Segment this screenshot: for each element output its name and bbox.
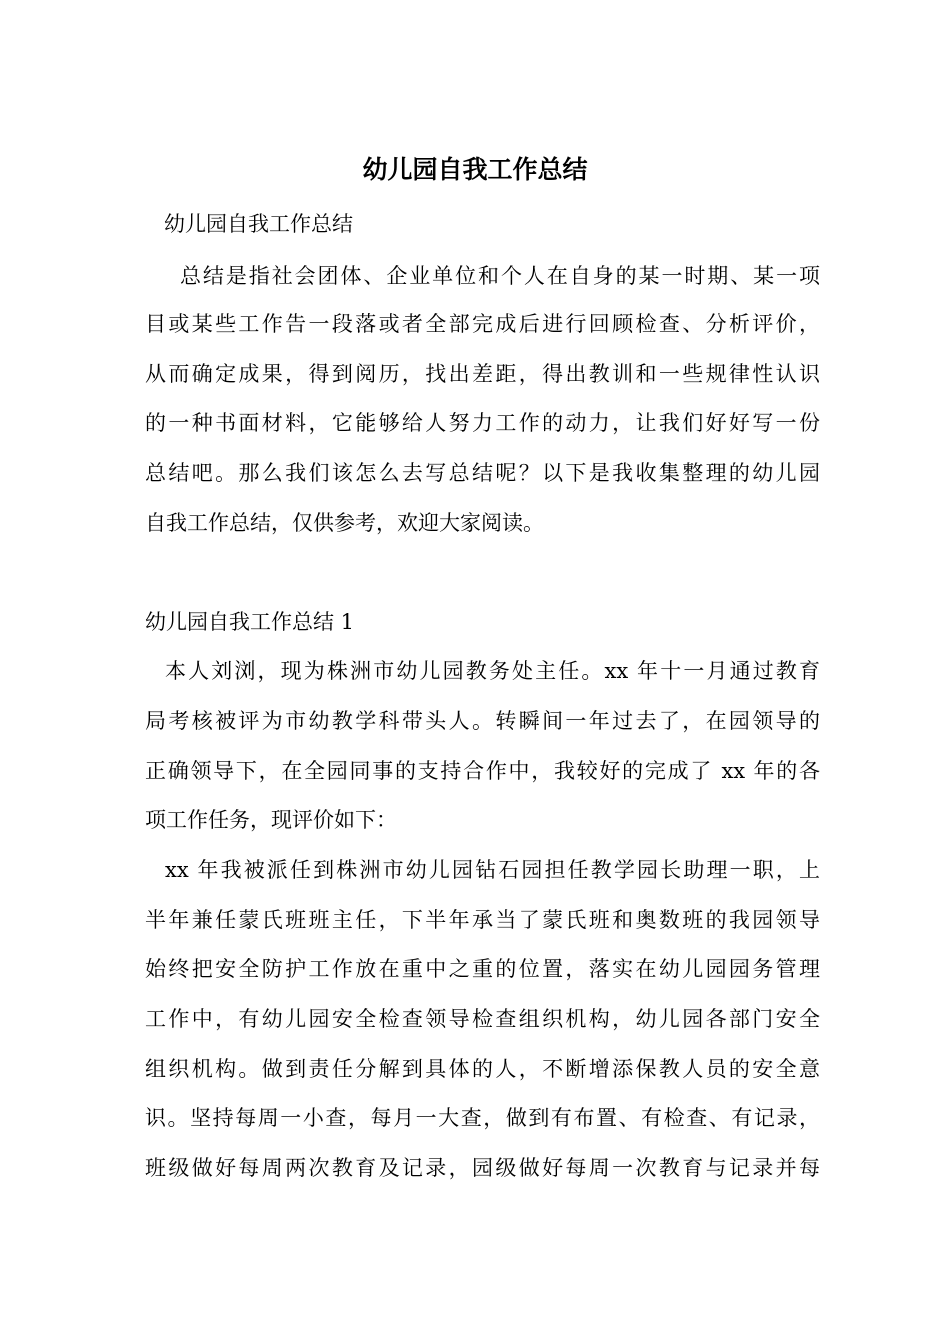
paragraph-line: 正确领导下，在全园同事的支持合作中，我较好的完成了 xx 年的各 <box>145 759 820 783</box>
document-subtitle: 幼儿园自我工作总结 <box>164 212 353 236</box>
paragraph-line: 始终把安全防护工作放在重中之重的位置，落实在幼儿园园务管理 <box>145 957 820 981</box>
paragraph-line: 本人刘浏，现为株洲市幼儿园教务处主任。xx 年十一月通过教育 <box>165 659 820 683</box>
paragraph-line: 识。坚持每周一小查，每月一大查，做到有布置、有检查、有记录， <box>145 1106 820 1130</box>
paragraph-line: 组织机构。做到责任分解到具体的人，不断增添保教人员的安全意 <box>145 1057 820 1081</box>
intro-line: 自我工作总结，仅供参考，欢迎大家阅读。 <box>145 511 544 535</box>
paragraph-line: xx 年我被派任到株洲市幼儿园钻石园担任教学园长助理一职，上 <box>165 858 820 882</box>
paragraph-line: 项工作任务，现评价如下： <box>145 808 397 832</box>
intro-line: 总结吧。那么我们该怎么去写总结呢？以下是我收集整理的幼儿园 <box>145 461 820 485</box>
paragraph-line: 班级做好每周两次教育及记录，园级做好每周一次教育与记录并每 <box>145 1156 820 1180</box>
paragraph-line: 工作中，有幼儿园安全检查领导检查组织机构，幼儿园各部门安全 <box>145 1007 820 1031</box>
intro-line: 的一种书面材料，它能够给人努力工作的动力，让我们好好写一份 <box>145 411 820 435</box>
intro-line: 目或某些工作告一段落或者全部完成后进行回顾检查、分析评价， <box>145 312 820 336</box>
section-heading: 幼儿园自我工作总结 1 <box>145 610 355 634</box>
paragraph-line: 半年兼任蒙氏班班主任，下半年承当了蒙氏班和奥数班的我园领导 <box>145 908 820 932</box>
intro-line: 总结是指社会团体、企业单位和个人在自身的某一时期、某一项 <box>180 264 820 288</box>
document-title: 幼儿园自我工作总结 <box>362 155 588 184</box>
intro-line: 从而确定成果，得到阅历，找出差距，得出教训和一些规律性认识 <box>145 362 820 386</box>
paragraph-line: 局考核被评为市幼教学科带头人。转瞬间一年过去了，在园领导的 <box>145 709 820 733</box>
